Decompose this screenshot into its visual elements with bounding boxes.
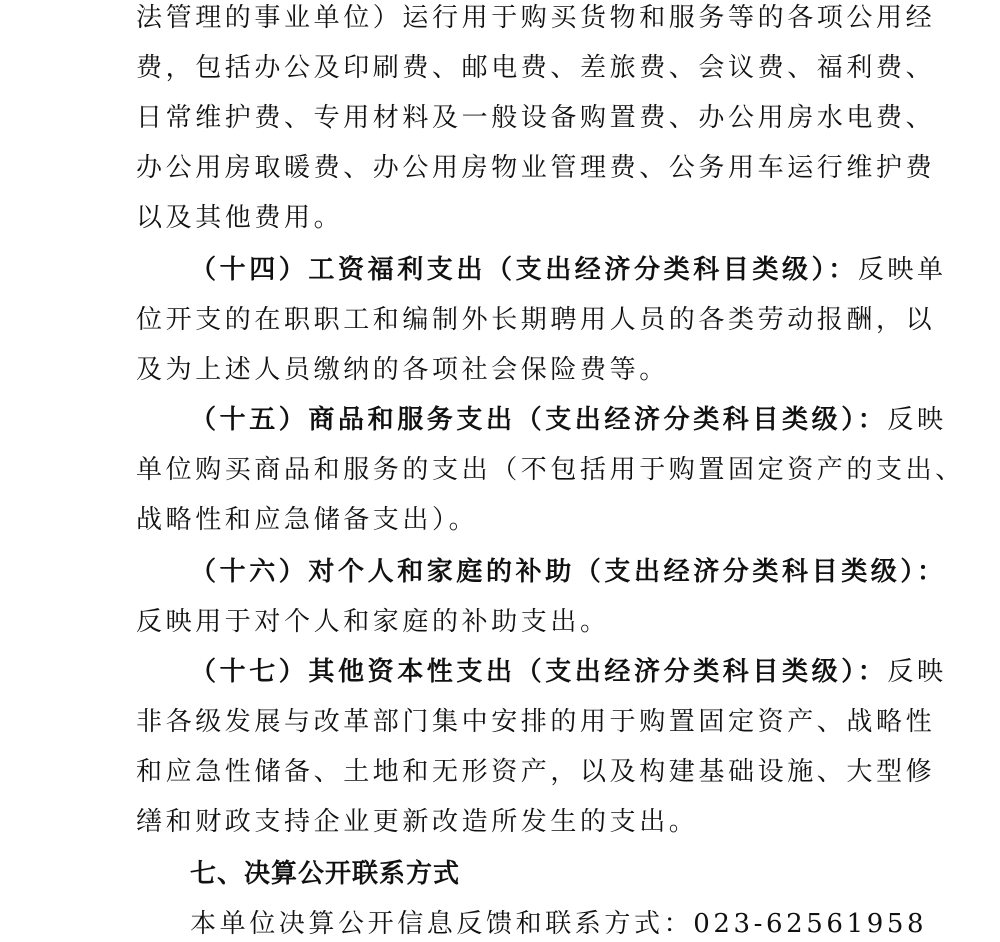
paragraph-line: 以及其他费用。 <box>136 203 344 233</box>
section-15-text: 反映 <box>887 405 947 435</box>
paragraph-line: 反映用于对个人和家庭的补助支出。 <box>136 607 610 637</box>
section-15-first-line <box>190 404 947 436</box>
section-15-title: （十五）商品和服务支出（支出经济分类科目类级）： <box>190 405 888 435</box>
paragraph-line: 非各级发展与改革部门集中安排的用于购置固定资产、战略性 <box>136 707 936 737</box>
section-14-first-line <box>190 254 947 286</box>
paragraph-line: 费，包括办公及印刷费、邮电费、差旅费、会议费、福利费、 <box>136 53 936 83</box>
paragraph-line: 缮和财政支持企业更新改造所发生的支出。 <box>136 807 699 837</box>
section-14-title: （十四）工资福利支出（支出经济分类科目类级）： <box>190 255 858 285</box>
paragraph-line: 及为上述人员缴纳的各项社会保险费等。 <box>136 355 669 385</box>
paragraph-line: 和应急性储备、土地和无形资产，以及构建基础设施、大型修 <box>136 757 936 787</box>
contact-line: 本单位决算公开信息反馈和联系方式：023-62561958 <box>190 909 928 939</box>
section-16-first-line <box>190 556 947 588</box>
section-14-text: 反映单 <box>857 255 947 285</box>
paragraph-line: 位开支的在职职工和编制外长期聘用人员的各类劳动报酬，以 <box>136 305 936 335</box>
section-17-first-line <box>190 656 947 688</box>
paragraph-line: 法管理的事业单位）运行用于购买货物和服务等的各项公用经 <box>136 3 936 33</box>
paragraph-line: 日常维护费、专用材料及一般设备购置费、办公用房水电费、 <box>136 103 936 133</box>
paragraph-line: 单位购买商品和服务的支出（不包括用于购置固定资产的支出、 <box>136 455 965 485</box>
section-17-text: 反映 <box>887 657 947 687</box>
section-16-title: （十六）对个人和家庭的补助（支出经济分类科目类级）： <box>190 557 947 587</box>
paragraph-line: 办公用房取暖费、办公用房物业管理费、公务用车运行维护费 <box>136 153 936 183</box>
section-heading: 七、决算公开联系方式 <box>190 859 461 889</box>
paragraph-line: 战略性和应急储备支出）。 <box>136 505 479 535</box>
section-17-title: （十七）其他资本性支出（支出经济分类科目类级）： <box>190 657 888 687</box>
